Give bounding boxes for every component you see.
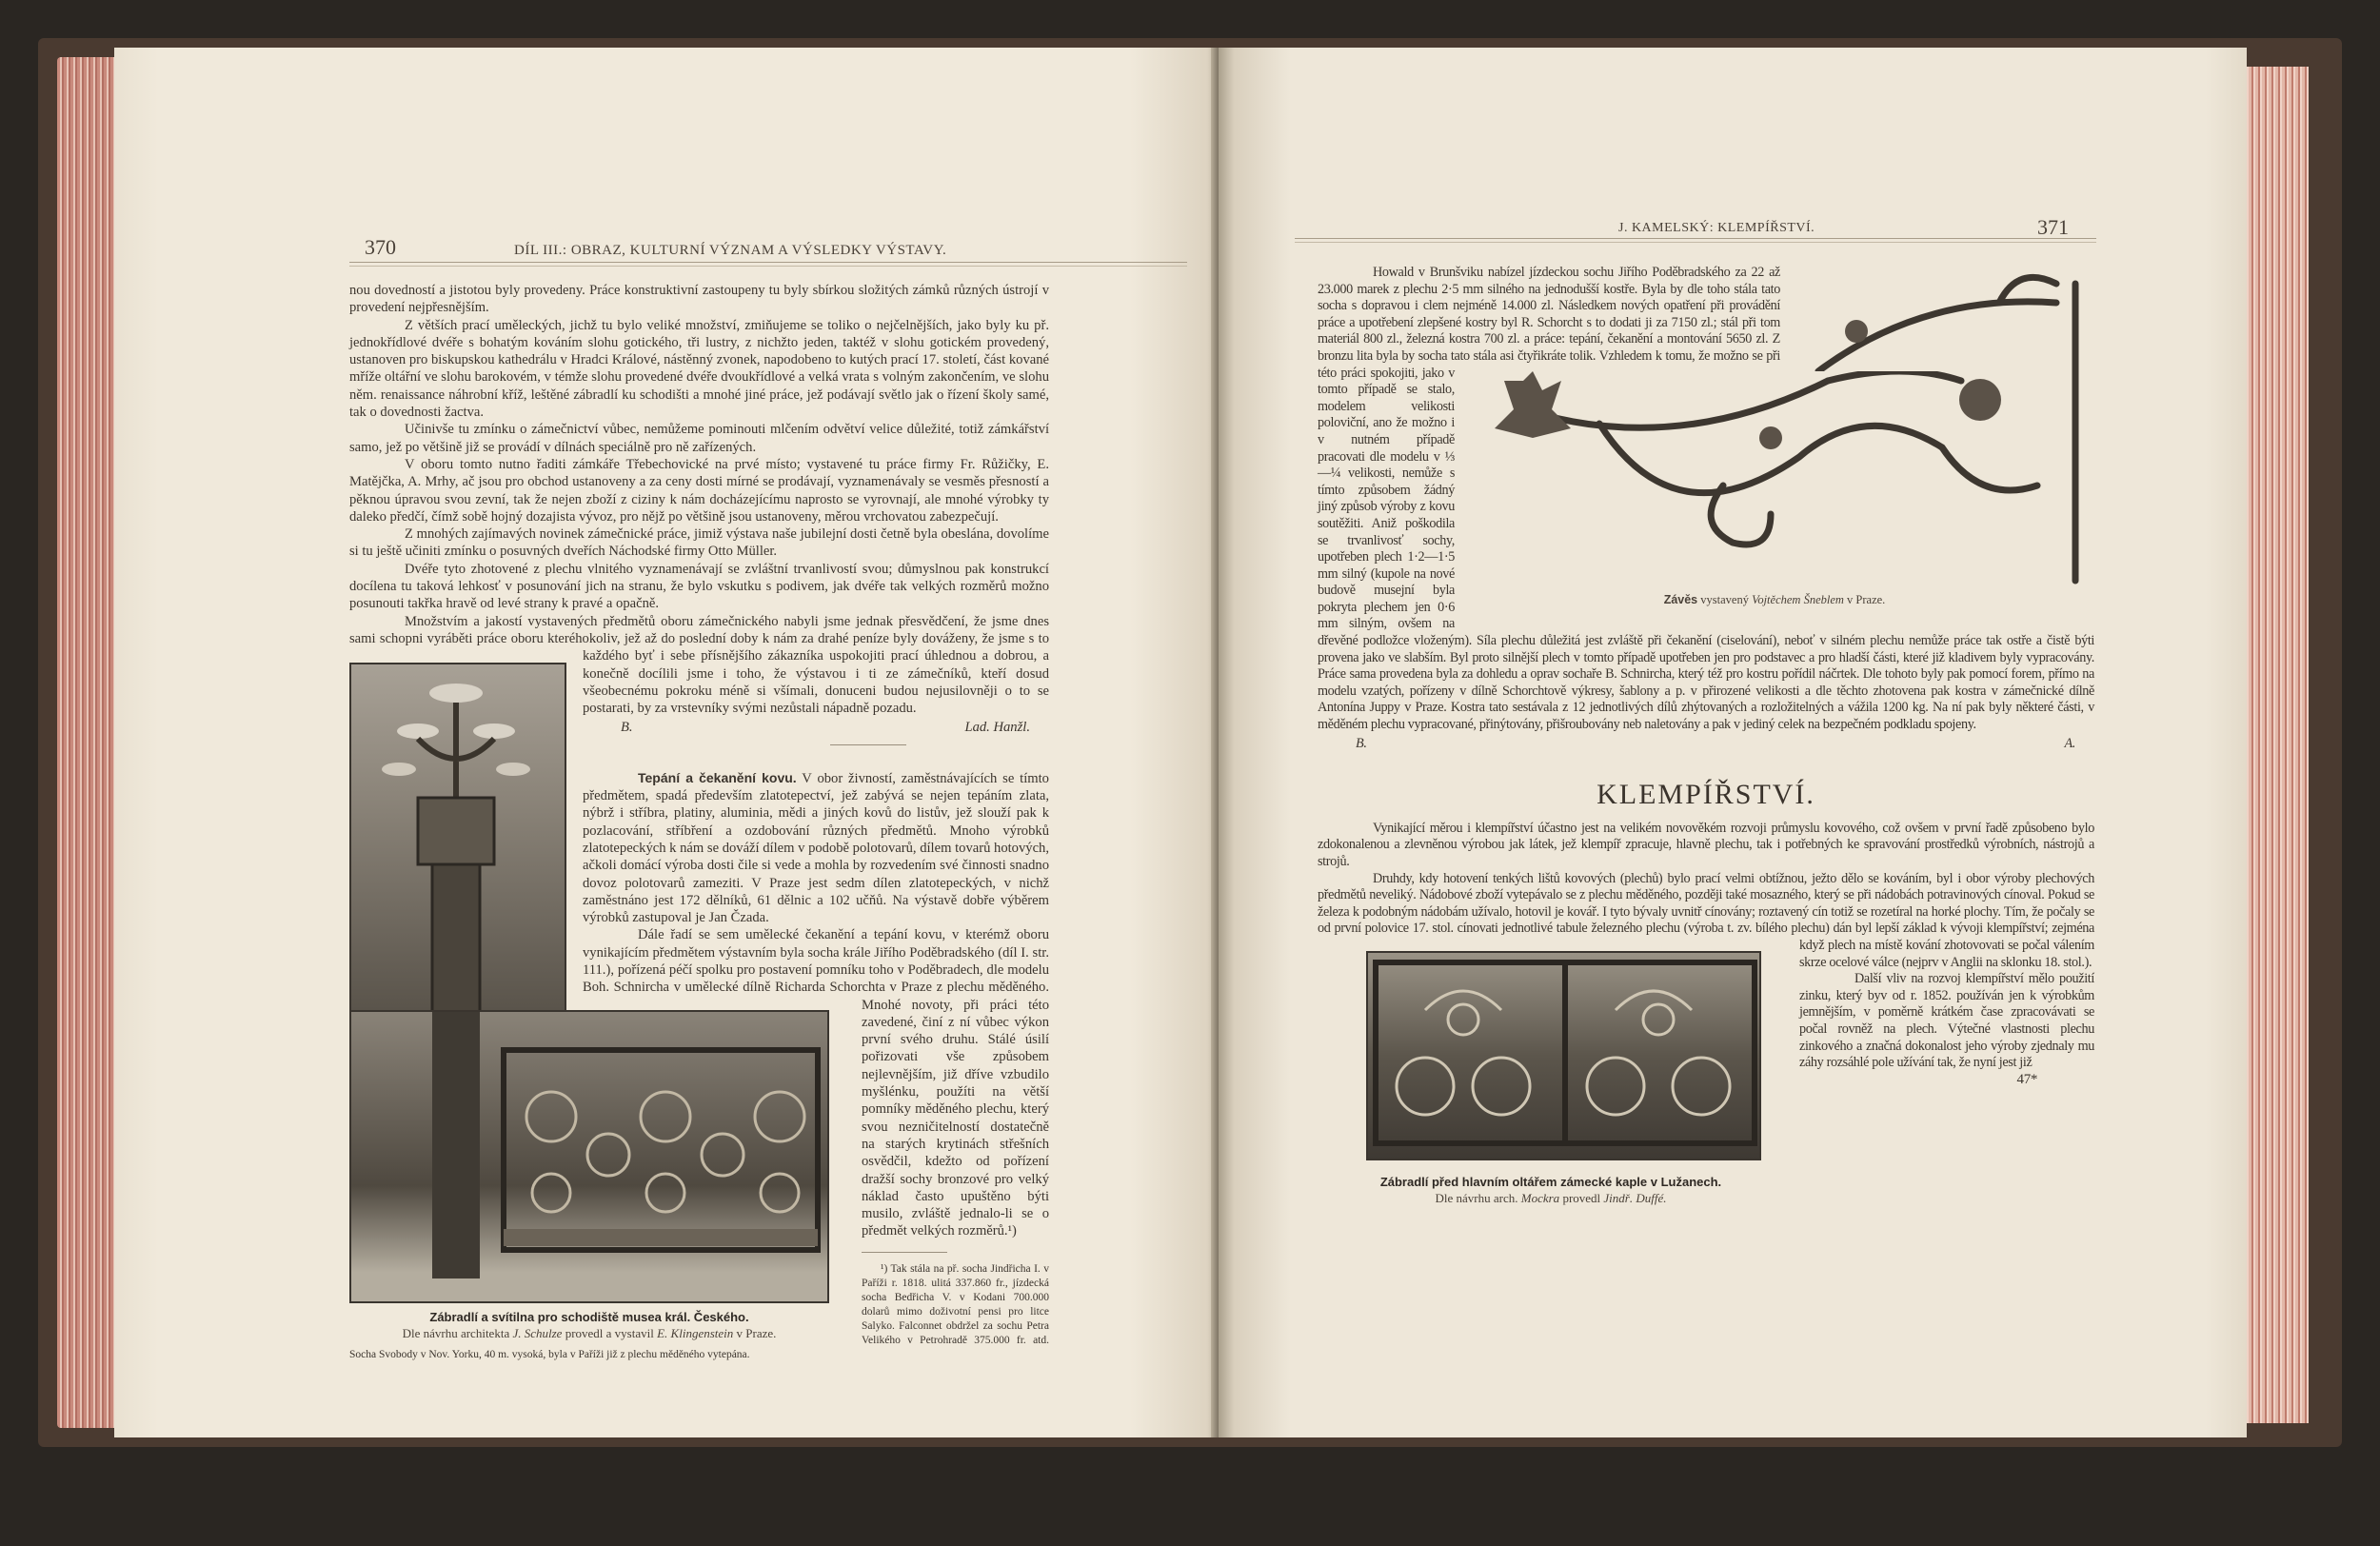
railing-illustration xyxy=(351,1012,829,1303)
credit-prefix: Dle návrhu architekta xyxy=(402,1326,510,1340)
paragraph: V oboru tomto nutno řaditi zámkáře Třebechovické na prvé místo; vystavené tu práce firmy Fr. Růžičky, E. Matějčka, A. Mrhy, ač jsou pro obchod ustanoveny a za ceny dosti mírné se prodávají, vyznamenávaly se vesměs přesností a pěknou úpravou svou zevní, tak že nejen zboží z ciziny k nám docházejícímu naprosto se vyrovnají, ale mnohé výrobky ty daleko předčí, čímž sobě hojný dozajista vývoz, pro nějž po většině jsou ustanoveny, měrou vrchovatou zabezpečují. xyxy=(349,456,1049,525)
figure-caption-credit xyxy=(349,1325,829,1341)
credit-suffix: v Praze. xyxy=(736,1326,777,1340)
paragraph: Učinivše tu zmínku o zámečnictví vůbec, nemůžeme pominouti mlčením odvětví velice důležité, totiž zámkářství samo, jež po většině již se provádí v dílnách speciálně pro ně zařízených. xyxy=(349,422,1049,455)
credit-maker: Jindř. Duffé. xyxy=(1603,1190,1667,1205)
paragraph: Vynikající měrou i klempířství účastno jest na velikém novověkém rozvoji průmyslu kovového, což ovšem v první řadě způsobeno bylo zdokonalenou a zlevněnou výrobou jak látek, jež klempíř zpracuje, hlavně plechu, tak i potřebných ke spravování prostředků výrobních, nástrojů a strojů. xyxy=(1318,820,2094,869)
section-title: KLEMPÍŘSTVÍ. xyxy=(1597,779,1815,811)
credit-middle: provedl xyxy=(1562,1190,1601,1205)
signature-mark: 47* xyxy=(2016,1071,2037,1087)
paragraph: Dále řadí se sem umělecké čekanění a tepání kovu, v kterémž oboru vynikajícím předmětem výstavním byla socha krále Jiřího Poděbradského (díl I. str. 111.), pořízená péčí spolku pro postavení pomníku toho v Poděbradech, dle modelu Boh. Schnircha v umělecké dílně Richarda Schorchta v Praze z plechu měděného. Mnohé novoty, při práci této zavedené, činí z ní vůbec výkon první svého druhu. Stálé úsilí pořizovati vše způsobem nejlevnějším, již dříve vzbudilo myšlénku, použíti na větší pomníky měděného plechu, který svou nezničitelností dostatečně na starých krytinách střešních osvědčil, kdežto od pořízení dražší sochy bronzové pro velký náklad často upuštěno býti musilo, zvláště jednalo-li se o předmět velkých rozměrů.¹) xyxy=(583,927,1049,1239)
left-text-column xyxy=(349,282,1049,1362)
footnote: ¹) Tak stála na př. socha Jindřicha I. v Paříži r. 1818. ulitá 337.860 fr., jízdecká socha Bedřicha V. v Kodani 700.000 dolarů mimo doživotní pensi pro litce Salyko. Falconnet obdržel za sochu Petra Velikého v Petrohradě 375.000 fr. atd. Socha Svobody v Nov. Yorku, 40 m. vysoká, byla v Paříži již z plechu měděného vytepána. xyxy=(349,1262,1049,1360)
chandelier-photo xyxy=(349,663,566,1010)
paragraph: V obor živností, zaměstnávajících se tímto předmětem, spadá především zlatotepectví, jež zabývá se nejen tepáním zlata, nýbrž i stříbra, platiny, aluminia, mědi a jiných kovů do listův, jež slouží pak k pozlacování, stříbření a ozdobování různých předmětů. Mnoho výrobků zlatotepeckých k nám se dováží dílem v podobě polotovarů, dílem tovarů hotových, ačkoli domácí výroba dosti čile si vede a mohla by rozvedením své činnosti snadno dovoz polotovarů zameziti. V Praze jest sedm dílen zlatotepeckých, v nichž zaměstnáno jest 172 dělníků, 61 dělnic a 102 učňů. Na výstavě dobře výběrem výrobků zastupoval je Jan Čzada. xyxy=(583,770,1049,926)
running-head-right: J. KAMELSKÝ: KLEMPÍŘSTVÍ. xyxy=(1618,221,1815,235)
signature-right: A. xyxy=(2064,735,2075,751)
paragraph: Z větších prací uměleckých, jichž tu bylo veliké množství, zmiňujeme se toliko o nejčelnějších, jako byly ku př. jednokřídlové dvéře s bohatým kováním slohu gotického, tři lustry, z nichžto jeden, taktéž v slohu gotickém provedený, ustanoven pro biskupskou kathedrálu v Hradci Králové, nástěnný zvonek, napodobeno to kutých prací 17. století, část kované mříže oltářní ve slohu barokovém, v témže slohu provedené dvéře dvoukřídlové a velká vrata s volným zakončením, ve slohu něm. renaissance náhrobní kříž, leštěné zábradlí ku schodišti a mnohé jiné práce, jež podávají světlo jak o řízení školy samé, tak o dovednosti žactva. xyxy=(349,317,1049,421)
credit-prefix: Dle návrhu arch. xyxy=(1435,1190,1518,1205)
section-heading: Tepání a čekanění kovu. xyxy=(638,769,797,785)
page-edges-right xyxy=(2242,67,2309,1423)
signature-left: B. xyxy=(1356,735,1367,751)
credit-architect: Mockra xyxy=(1520,1190,1560,1205)
wrought-iron-bracket-top-illustration xyxy=(1780,265,2094,371)
running-head-left: DÍL III.: OBRAZ, KULTURNÍ VÝZNAM A VÝSLEDKY VÝSTAVY. xyxy=(514,243,947,258)
bracket-ornament-figure xyxy=(1780,265,2094,371)
header-rule-right xyxy=(1295,238,2096,243)
signature-initial: B. xyxy=(621,720,633,736)
altar-railing-illustration xyxy=(1368,953,1761,1160)
credit-maker: E. Klingenstein xyxy=(657,1326,734,1340)
paragraph: Howald v Brunšviku nabízel jízdeckou sochu Jiřího Poděbradského za 22 až 23.000 marek z plechu 2·5 mm silného na jednodušší kostře. Byla by dle toho stála tato socha s dopravou i clem nejméně 14.000 zl. Následkem nových opatření při provádění práce a upotřebení zlepšené kostry byl R. Schorcht s to dodati ji za 7150 zl.; stál při tom materiál 800 zl., železná kostra 700 zl. a práce: tepání, čekanění a montování 5650 zl. Z bronzu lita byla by socha tato stála asi čtyřikráte tolik. Vzhledem k tomu, že možno se při této práci spokojiti, jako v tomto případě se stalo, modelem velikosti poloviční, ano že možno i v nutném případě pracovati dle modelu v ⅓—¼ velikosti, nemůže s tímto způsobem žádný jiný způsob výroby z kovu soutěžiti. Aniž poškodila se trvanlivosť sochy, upotřeben plech 1·2—1·5 mm silný (kupole na nové budově musejní byla pokryta plechem jen 0·6 mm silným, ovšem na dřevěné podložce vloženým). Síla plechu důležitá jest zvláště při čekanění (ciselování), neboť v silném plechu nemůže práce tak ostře a čistě býti provena jako ve slabším. Byl proto silnější plech v tomto případě upotřeben jen pro podstavec a pro hladší části, které již kladivem byly vypracovány. Práce sama provedena byla za dohledu a oprav sochaře B. Schnircha, který též pro kostru pořídil náčrtek. Dle tohoto byly pak pomocí forem, přímo na modelu vzatých, pořízeny v dílně Schorchtově výkresy, šablony a p. v přirozené velikosti a dle těchto zhotovena pak kostra v zámečnické dílně Antonína Juppy v Praze. Kostra tato sestávala z 12 jednotlivých dílů zhýtovaných a rozložitelných a vážila 1200 kg. Na ní pak byly některé části, v měděném plechu vypracované, přinýtovány, přišroubovány neb naletovány a pak v jediný celek na bezpečném podkladu spojeny. xyxy=(1318,265,2094,733)
railing-photo xyxy=(349,1010,829,1303)
credit-architect: J. Schulze xyxy=(512,1326,563,1340)
caption-middle: vystavený xyxy=(1700,593,1749,606)
ornament-caption xyxy=(1455,592,2094,608)
right-text-column xyxy=(1318,265,2094,1206)
altar-railing-photo xyxy=(1366,951,1761,1160)
signature-name: Lad. Hanžl. xyxy=(964,720,1030,736)
paragraph: Dvéře tyto zhotovené z plechu vlnitého vyznamenávají se zvláštní trvanlivostí svou; důmyslnou pak konstrukcí docílena tu taková lehkosť v posunování jich na stranu, že bylo vskutku s podivem, jak dvéře tak velkých rozměrů možno posunouti takřka hravě od levé strany k pravé a opačně. xyxy=(349,561,1049,612)
header-rule-left xyxy=(349,262,1187,267)
wrought-iron-bracket-illustration xyxy=(1466,371,2094,585)
paragraph: Další vliv na rozvoj klempířství mělo použití zinku, který byv od r. 1852. používán jen k výrobkům jemnějším, v poměrně krátkém čase zpracovávati se počal rovněž na plech. Výtečné vlastnosti plechu zinkového a značná dokonalost jeho výroby zjednaly mu záhy rozsáhlé pole užívání tak, že nyní jest již xyxy=(1799,971,2094,1071)
chandelier-illustration xyxy=(351,664,566,1010)
paragraph: Z mnohých zajímavých novinek zámečnické práce, jimiž výstava naše jubilejní dosti četně byla obeslána, dovolíme si tu ještě učiniti zmínku o posuvných dveřích Náchodské firmy Otto Müller. xyxy=(349,526,1049,560)
caption-suffix: v Praze. xyxy=(1847,593,1886,606)
page-number-right: 371 xyxy=(2037,215,2069,239)
figure-caption-title-right: Zábradlí před hlavním oltářem zámecké kaple v Lužanech. xyxy=(1379,1174,1722,1189)
figure-caption-title: Zábradlí a svítilna pro schodiště musea král. Českého. xyxy=(429,1310,749,1324)
paragraph: nou dovedností a jistotou byly provedeny. Práce konstruktivní zastoupeny tu byly sbírkou složitých zámků různých ústrojí v provedení nejpřesnějším. xyxy=(349,283,1049,316)
page-number-left: 370 xyxy=(365,235,396,259)
credit-middle: provedl a vystavil xyxy=(565,1326,654,1340)
caption-maker: Vojtěchem Šneblem xyxy=(1752,593,1844,606)
paragraph: Množstvím a jakostí vystavených předmětů oboru zámečnického nabyli jsme jednak přesvědčení, že jsme dnes sami schopni vyráběti práce oboru kteréhokoliv, jež až do poslední doby k nám za drahé peníze byly dováženy, že jsme s to každého byť i sebe přísnějšího zákazníka uspokojiti prací úhlednou a dobrou, a konečně docílili jsme i toho, že výstavou i ti ze zámečníků, kteří dosud všeobecnému pokroku méně si všímali, donuceni budou nejusilovněji o to se postarati, by za vrstevníky svými nezůstali nápadně pozadu. xyxy=(349,613,1049,717)
figure-caption-credit-right xyxy=(1318,1190,1784,1206)
caption-bold: Závěs xyxy=(1663,593,1698,606)
paragraph: Druhdy, kdy hotovení tenkých lištů kovových (plechů) bylo prací velmi obtížnou, ježto dělo se kováním, byl i obor výroby plechových předmětů neveliký. Nádobové zboží vytepávalo se z plechu měděného, později také mosazného, který se při nádobách potravinových cínoval. Pokud se železa k podobným nádobám užívalo, hotovil je kovář. I tyto bývaly uvnitř cínovány; roztavený cín totiž se rozetíral na horké plochy. Tím, že počaly se od první polovice 17. stol. cínovati jednotlivé tabule železného plechu (výroba t. zv. bílého plechu) dán byl lepší základ k vývoji klempířství; zejména když plech na místě kování zhotovovati se počal válením skrze ocelové válce (nejprv v Anglii na sklonku 18. stol.). xyxy=(1318,870,2094,970)
